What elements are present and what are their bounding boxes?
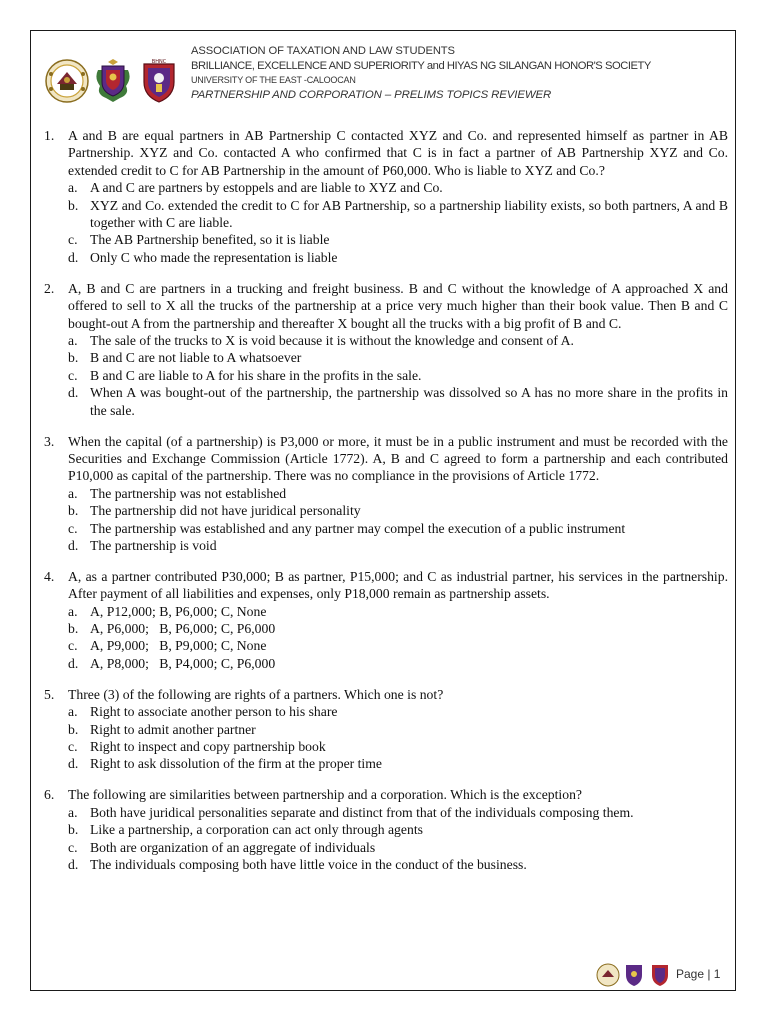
option-text: The partnership did not have juridical personality xyxy=(90,503,361,519)
option-letter: d. xyxy=(68,655,79,671)
question-4 xyxy=(44,568,728,672)
shield-logo-icon xyxy=(140,58,178,104)
option-text: The partnership was not established xyxy=(90,485,287,501)
header-text-block xyxy=(191,44,711,103)
question-number: 6. xyxy=(44,787,55,803)
option-text: Right to admit another partner xyxy=(90,721,256,737)
option-b xyxy=(68,197,728,232)
option-c xyxy=(68,367,728,384)
option-text: XYZ and Co. extended the credit to C for AB Partnership, so a partnership liability exists, so both partners, A and B together with C are liable. xyxy=(90,197,728,231)
option-letter: c. xyxy=(68,232,78,248)
option-letter: c. xyxy=(68,638,78,654)
option-text: A, P9,000; B, P9,000; C, None xyxy=(90,638,267,654)
question-1 xyxy=(44,127,728,266)
option-text: The AB Partnership benefited, so it is liable xyxy=(90,232,330,248)
option-letter: c. xyxy=(68,520,78,536)
option-text: Right to ask dissolution of the firm at the proper time xyxy=(90,756,382,772)
option-letter: d. xyxy=(68,537,79,553)
option-d xyxy=(68,537,728,554)
option-text: A and C are partners by estoppels and are liable to XYZ and Co. xyxy=(90,180,443,196)
option-c xyxy=(68,231,728,248)
option-text: A, P6,000; B, P6,000; C, P6,000 xyxy=(90,621,276,637)
question-2 xyxy=(44,280,728,419)
page-footer xyxy=(596,961,726,991)
question-number: 2. xyxy=(44,280,55,296)
option-letter: d. xyxy=(68,856,79,872)
option-letter: a. xyxy=(68,485,78,501)
option-text: The partnership is void xyxy=(90,537,217,553)
option-text: Only C who made the representation is liable xyxy=(90,249,338,265)
question-text: When the capital (of a partnership) is P3,000 or more, it must be in a public instrument and must be recorded with the Securities and Exchange Commission (Article 1772). A, B and C agreed to form a partnership and each contributed P10,000 as capital of the partnership. There was no compliance in the provisions of Article 1772. xyxy=(68,433,728,484)
option-letter: b. xyxy=(68,721,79,737)
option-letter: d. xyxy=(68,249,79,265)
question-text: Three (3) of the following are rights of a partners. Which one is not? xyxy=(68,686,444,702)
honor-society-name: BRILLIANCE, EXCELLENCE AND SUPERIORITY and HIYAS NG SILANGAN HONOR'S SOCIETY xyxy=(191,60,651,72)
option-text: When A was bought-out of the partnership, the partnership was dissolved so A has no more share in the profits in the sale. xyxy=(90,385,728,418)
question-list xyxy=(44,127,728,887)
option-text: Right to inspect and copy partnership book xyxy=(90,739,326,754)
option-text: A, P12,000; B, P6,000; C, None xyxy=(90,603,267,619)
option-text: Right to associate another person to his share xyxy=(90,704,338,720)
option-a xyxy=(68,804,728,821)
option-letter: c. xyxy=(68,739,78,754)
option-letter: b. xyxy=(68,621,79,637)
question-text: A, B and C are partners in a trucking and freight business. B and C without the knowledge of A approached X and offered to sell to X all the trucks of the partnership at a price very much higher than their book value. Then B and C bought-out A from the partnership and thereafter X bought all the trucks with a big profit of B and C. xyxy=(68,280,728,331)
option-text: B and C are not liable to A whatsoever xyxy=(90,350,302,366)
footer-logos-icon xyxy=(596,961,674,989)
option-a xyxy=(68,603,728,620)
question-6 xyxy=(44,786,728,873)
option-letter: a. xyxy=(68,603,78,619)
option-text: B and C are liable to A for his share in the profits in the sale. xyxy=(90,367,422,383)
question-text: A, as a partner contributed P30,000; B as partner, P15,000; and C as industrial partner, his services in the partnership. After payment of all liabilities and expenses, only P18,000 remain as partnership assets. xyxy=(68,568,728,602)
option-letter: b. xyxy=(68,503,79,519)
question-number: 5. xyxy=(44,686,55,702)
page-number: Page | 1 xyxy=(676,967,721,981)
document-title: PARTNERSHIP AND CORPORATION – PRELIMS TOPICS REVIEWER xyxy=(191,89,552,101)
seal-logo-icon xyxy=(44,58,90,104)
question-3 xyxy=(44,433,728,555)
header-logos xyxy=(44,58,184,108)
option-b xyxy=(68,821,728,838)
option-d xyxy=(68,655,728,672)
option-text: A, P8,000; B, P4,000; C, P6,000 xyxy=(90,655,276,671)
option-text: Like a partnership, a corporation can act only through agents xyxy=(90,822,423,838)
option-b xyxy=(68,349,728,366)
university-name: UNIVERSITY OF THE EAST -CALOOCAN xyxy=(191,75,356,85)
option-d xyxy=(68,384,728,419)
option-d xyxy=(68,249,728,266)
question-text: A and B are equal partners in AB Partnership C contacted XYZ and Co. and represented himself as partner in AB Partnership. XYZ and Co. contacted A who confirmed that C is in fact a partner of AB Partnership XYZ and Co. extended credit to C for AB Partnership in the amount of P60,000. Who is liable to XYZ and Co.? xyxy=(68,128,728,178)
shield-logo-text: BHNC xyxy=(151,59,167,65)
option-b xyxy=(68,502,728,519)
option-a xyxy=(68,179,728,196)
option-letter: b. xyxy=(68,822,79,838)
option-c xyxy=(68,738,728,755)
organization-name: ASSOCIATION OF TAXATION AND LAW STUDENTS xyxy=(191,45,455,57)
option-text: Both are organization of an aggregate of individuals xyxy=(90,839,376,855)
option-c xyxy=(68,637,728,654)
option-text: Both have juridical personalities separate and distinct from that of the individuals composing them. xyxy=(90,804,634,820)
option-a xyxy=(68,485,728,502)
question-5 xyxy=(44,686,728,773)
crest-logo-icon xyxy=(94,58,132,104)
option-letter: b. xyxy=(68,197,79,213)
option-c xyxy=(68,839,728,856)
option-d xyxy=(68,856,728,873)
document-header xyxy=(44,44,724,114)
option-a xyxy=(68,703,728,720)
option-text: The individuals composing both have little voice in the conduct of the business. xyxy=(90,856,527,872)
option-letter: d. xyxy=(68,756,79,772)
option-text: The partnership was established and any partner may compel the execution of a public instrument xyxy=(90,520,626,536)
option-a xyxy=(68,332,728,349)
question-number: 4. xyxy=(44,568,55,584)
option-letter: a. xyxy=(68,332,78,348)
question-number: 3. xyxy=(44,433,55,449)
question-text: The following are similarities between partnership and a corporation. Which is the exception? xyxy=(68,787,582,803)
question-number: 1. xyxy=(44,128,55,143)
option-letter: a. xyxy=(68,704,78,720)
option-letter: c. xyxy=(68,367,78,383)
option-letter: d. xyxy=(68,385,79,401)
option-c xyxy=(68,520,728,537)
option-letter: c. xyxy=(68,839,78,855)
option-b xyxy=(68,721,728,738)
option-letter: a. xyxy=(68,804,78,820)
option-letter: b. xyxy=(68,350,79,366)
option-b xyxy=(68,620,728,637)
option-letter: a. xyxy=(68,180,78,196)
option-text: The sale of the trucks to X is void because it is without the knowledge and consent of A. xyxy=(90,332,574,348)
option-d xyxy=(68,755,728,772)
